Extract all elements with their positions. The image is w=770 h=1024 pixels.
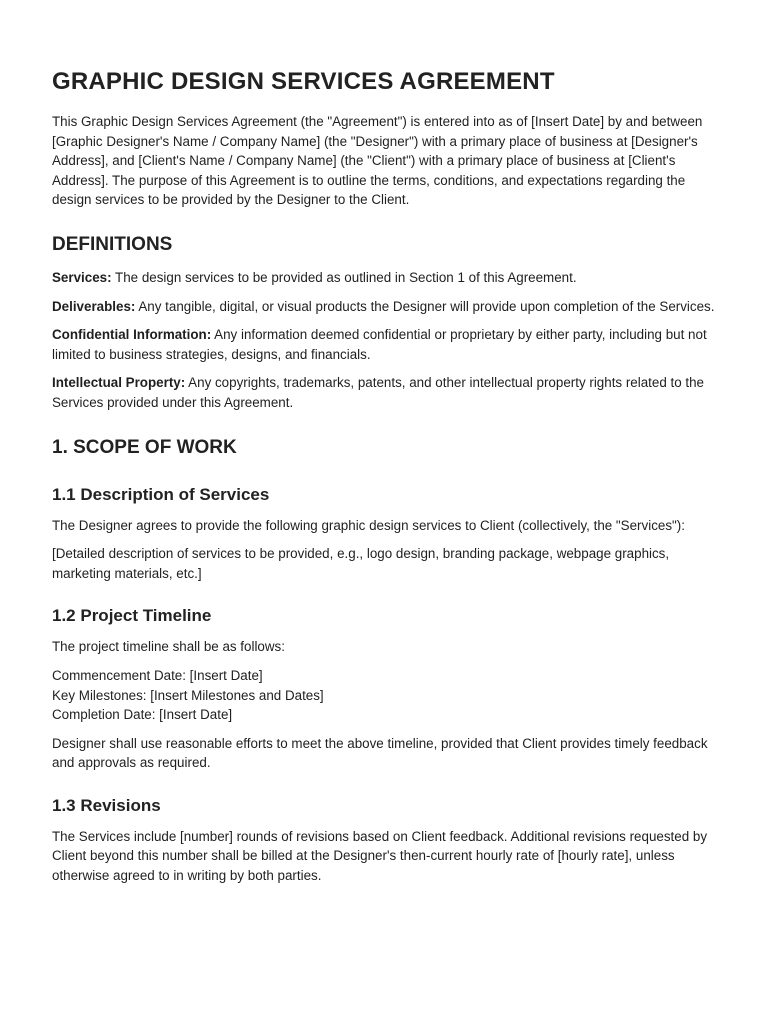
timeline-paragraph: Designer shall use reasonable efforts to meet the above timeline, provided that Client provides timely feedback and approvals as required. — [52, 735, 708, 771]
definition-item — [52, 373, 720, 412]
revisions-heading: 1.3 Revisions — [52, 795, 161, 815]
definition-term: Confidential Information: — [52, 327, 212, 343]
intro-paragraph: This Graphic Design Services Agreement (the "Agreement") is entered into as of [Insert Date] by and between [Graphic Designer's Name / Company Name] (the "Designer") with a primary place of business at [Designer's Address], and [Client's Name / Company Name] (the "Client") with a primary place of business at [Client's Address]. The purpose of this Agreement is to outline the terms, conditions, and expectations regarding the design services to be provided by the Designer to the Client. — [52, 114, 703, 208]
completion-date-line: Completion Date: [Insert Date] — [52, 707, 233, 723]
definition-text: Any information deemed confidential or proprietary by either party, including but not limited to business strategies, designs, and financials. — [52, 327, 707, 362]
description-heading: 1.1 Description of Services — [52, 484, 270, 504]
definitions-heading: DEFINITIONS — [52, 233, 173, 255]
definition-text: Any tangible, digital, or visual products the Designer will provide upon completion of the Services. — [135, 298, 715, 314]
definition-text: The design services to be provided as outlined in Section 1 of this Agreement. — [111, 269, 577, 285]
timeline-intro-paragraph: The project timeline shall be as follows: — [52, 639, 285, 655]
document-title: GRAPHIC DESIGN SERVICES AGREEMENT — [52, 68, 555, 95]
timeline-dates — [52, 666, 720, 725]
revisions-paragraph: The Services include [number] rounds of revisions based on Client feedback. Additional revisions requested by Client beyond this number shall be billed at the Designer's then-current hourly rate of [hourly rate], unless otherwise agreed to in writing by both parties. — [52, 828, 708, 884]
commencement-date-line: Commencement Date: [Insert Date] — [52, 667, 263, 683]
timeline-heading: 1.2 Project Timeline — [52, 606, 212, 626]
definition-text: Any copyrights, trademarks, patents, and other intellectual property rights related to the Services provided under this Agreement. — [52, 375, 704, 410]
description-detail-paragraph: [Detailed description of services to be provided, e.g., logo design, branding package, webpage graphics, marketing materials, etc.] — [52, 546, 670, 581]
definition-term: Intellectual Property: — [52, 375, 186, 391]
definition-term: Deliverables: — [52, 298, 136, 314]
definition-item — [52, 268, 720, 288]
definition-term: Services: — [52, 269, 112, 285]
definition-item — [52, 297, 720, 317]
scope-heading: 1. SCOPE OF WORK — [52, 436, 237, 458]
definition-item — [52, 325, 720, 364]
document-page — [52, 64, 720, 895]
milestones-line: Key Milestones: [Insert Milestones and Dates] — [52, 687, 324, 703]
description-paragraph: The Designer agrees to provide the following graphic design services to Client (collectively, the "Services"): — [52, 517, 685, 533]
